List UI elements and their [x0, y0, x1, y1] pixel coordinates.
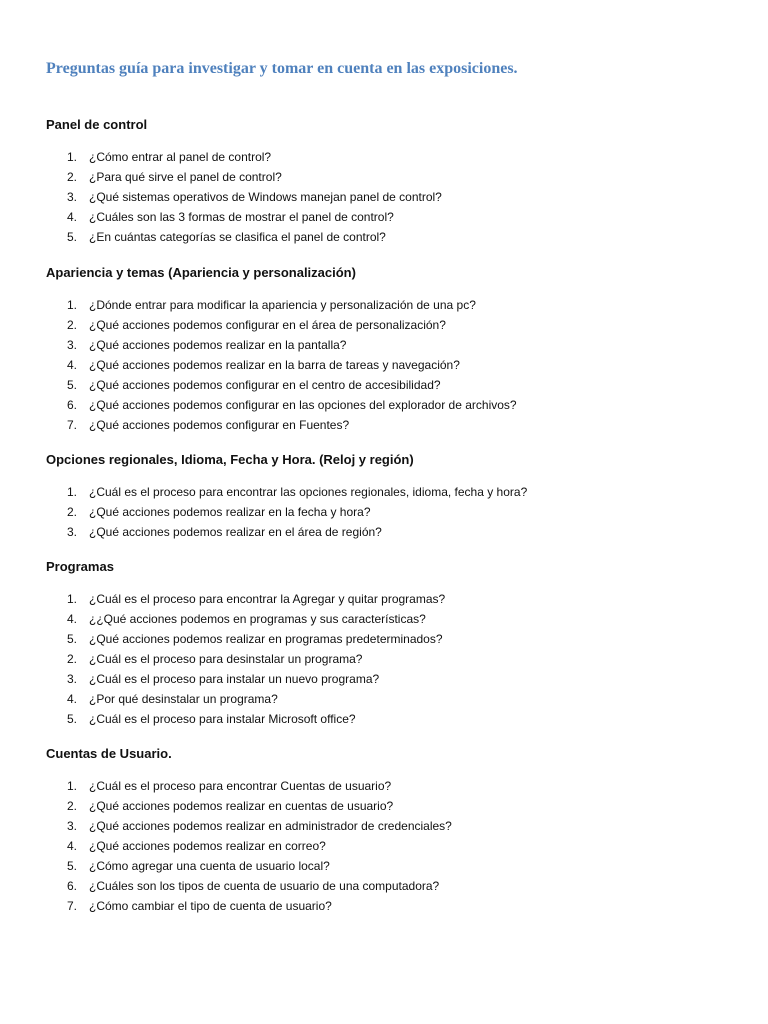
question-list	[46, 148, 746, 248]
item-number: 2.	[67, 505, 78, 519]
list-item	[46, 188, 746, 208]
question-text: ¿Qué sistemas operativos de Windows manejan panel de control?	[89, 190, 442, 204]
list-item	[46, 857, 746, 877]
question-list	[46, 777, 746, 917]
question-text: ¿Qué acciones podemos configurar en Fuentes?	[89, 418, 350, 432]
list-item	[46, 483, 746, 503]
list-item	[46, 777, 746, 797]
question-list	[46, 483, 746, 543]
list-item	[46, 670, 746, 690]
list-item	[46, 650, 746, 670]
question-text: ¿Cómo cambiar el tipo de cuenta de usuario?	[89, 899, 332, 913]
item-number: 6.	[67, 879, 78, 893]
item-number: 2.	[67, 799, 78, 813]
item-number: 1.	[67, 298, 78, 312]
item-number: 3.	[67, 338, 78, 352]
item-number: 5.	[67, 632, 78, 646]
item-number: 5.	[67, 712, 78, 726]
section-heading: Cuentas de Usuario.	[46, 746, 172, 761]
question-text: ¿Cómo agregar una cuenta de usuario local?	[89, 859, 330, 873]
question-text: ¿Cuál es el proceso para encontrar Cuentas de usuario?	[89, 779, 392, 793]
question-text: ¿Para qué sirve el panel de control?	[89, 170, 282, 184]
item-number: 3.	[67, 672, 78, 686]
question-text: ¿Qué acciones podemos realizar en la fecha y hora?	[89, 505, 371, 519]
question-text: ¿Cuál es el proceso para desinstalar un programa?	[89, 652, 363, 666]
question-text: ¿Qué acciones podemos realizar en programas predeterminados?	[89, 632, 443, 646]
item-number: 5.	[67, 230, 78, 244]
question-text: ¿Cuáles son las 3 formas de mostrar el panel de control?	[89, 210, 394, 224]
list-item	[46, 690, 746, 710]
list-item	[46, 208, 746, 228]
question-text: ¿Qué acciones podemos configurar en el centro de accesibilidad?	[89, 378, 441, 392]
question-list	[46, 296, 746, 436]
item-number: 7.	[67, 899, 78, 913]
item-number: 6.	[67, 398, 78, 412]
question-list	[46, 590, 746, 730]
section-panel-de-control	[46, 116, 746, 248]
question-text: ¿Cuáles son los tipos de cuenta de usuario de una computadora?	[89, 879, 440, 893]
question-text: ¿Cuál es el proceso para instalar un nuevo programa?	[89, 672, 380, 686]
section-opciones-regionales	[46, 451, 746, 543]
list-item	[46, 710, 746, 730]
question-text: ¿Dónde entrar para modificar la apariencia y personalización de una pc?	[89, 298, 476, 312]
question-text: ¿Cuál es el proceso para encontrar las opciones regionales, idioma, fecha y hora?	[89, 485, 528, 499]
question-text: ¿¿Qué acciones podemos en programas y sus características?	[89, 612, 426, 626]
section-programas	[46, 558, 746, 730]
question-text: ¿Cuál es el proceso para instalar Microsoft office?	[89, 712, 356, 726]
question-text: ¿Cómo entrar al panel de control?	[89, 150, 272, 164]
list-item	[46, 356, 746, 376]
list-item	[46, 630, 746, 650]
item-number: 5.	[67, 859, 78, 873]
list-item	[46, 817, 746, 837]
section-cuentas-de-usuario	[46, 745, 746, 917]
question-text: ¿Qué acciones podemos realizar en el área de región?	[89, 525, 382, 539]
question-text: ¿Cuál es el proceso para encontrar la Agregar y quitar programas?	[89, 592, 446, 606]
item-number: 3.	[67, 190, 78, 204]
list-item	[46, 376, 746, 396]
question-text: ¿Qué acciones podemos realizar en correo?	[89, 839, 326, 853]
item-number: 4.	[67, 210, 78, 224]
item-number: 4.	[67, 839, 78, 853]
item-number: 4.	[67, 692, 78, 706]
question-text: ¿Qué acciones podemos realizar en cuentas de usuario?	[89, 799, 394, 813]
item-number: 2.	[67, 318, 78, 332]
question-text: ¿Qué acciones podemos configurar en las opciones del explorador de archivos?	[89, 398, 517, 412]
list-item	[46, 416, 746, 436]
list-item	[46, 396, 746, 416]
item-number: 7.	[67, 418, 78, 432]
section-heading: Apariencia y temas (Apariencia y personalización)	[46, 265, 356, 280]
question-text: ¿Por qué desinstalar un programa?	[89, 692, 278, 706]
list-item	[46, 296, 746, 316]
list-item	[46, 523, 746, 543]
section-heading: Programas	[46, 559, 114, 574]
list-item	[46, 837, 746, 857]
list-item	[46, 897, 746, 917]
question-text: ¿Qué acciones podemos realizar en administrador de credenciales?	[89, 819, 452, 833]
item-number: 4.	[67, 358, 78, 372]
list-item	[46, 797, 746, 817]
list-item	[46, 336, 746, 356]
item-number: 1.	[67, 150, 78, 164]
section-apariencia-y-temas	[46, 264, 746, 436]
list-item	[46, 168, 746, 188]
list-item	[46, 590, 746, 610]
item-number: 2.	[67, 170, 78, 184]
item-number: 3.	[67, 819, 78, 833]
item-number: 3.	[67, 525, 78, 539]
question-text: ¿En cuántas categorías se clasifica el panel de control?	[89, 230, 386, 244]
document-title: Preguntas guía para investigar y tomar en cuenta en las exposiciones.	[46, 60, 518, 77]
list-item	[46, 228, 746, 248]
list-item	[46, 610, 746, 630]
question-text: ¿Qué acciones podemos realizar en la pantalla?	[89, 338, 347, 352]
section-heading: Opciones regionales, Idioma, Fecha y Hora. (Reloj y región)	[46, 452, 414, 467]
list-item	[46, 503, 746, 523]
item-number: 4.	[67, 612, 78, 626]
question-text: ¿Qué acciones podemos realizar en la barra de tareas y navegación?	[89, 358, 460, 372]
section-heading: Panel de control	[46, 117, 148, 132]
item-number: 1.	[67, 592, 78, 606]
list-item	[46, 877, 746, 897]
item-number: 2.	[67, 652, 78, 666]
list-item	[46, 148, 746, 168]
item-number: 5.	[67, 378, 78, 392]
list-item	[46, 316, 746, 336]
item-number: 1.	[67, 779, 78, 793]
question-text: ¿Qué acciones podemos configurar en el área de personalización?	[89, 318, 446, 332]
item-number: 1.	[67, 485, 78, 499]
